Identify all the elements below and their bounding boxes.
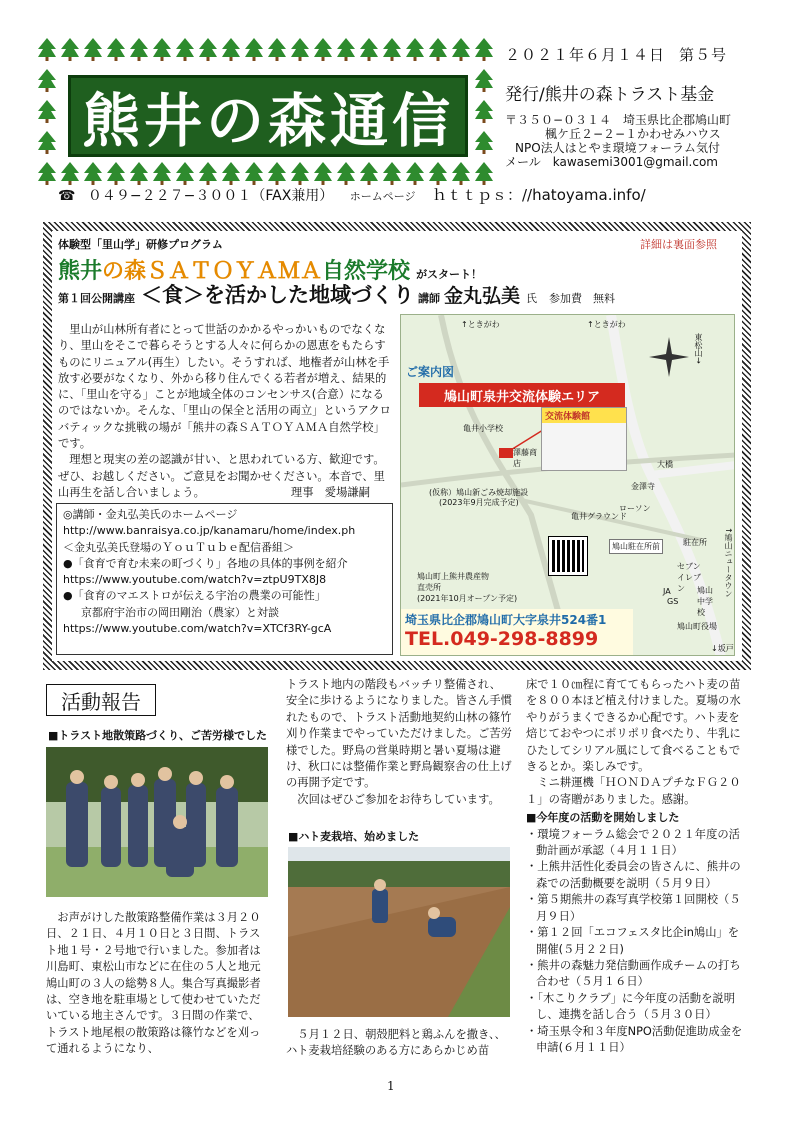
map-label: ↑鳩山ニュータウン [724, 527, 733, 598]
group-photo [46, 747, 268, 897]
video-subtitle: 京都府宇治市の岡田剛治（農家）と対談 [81, 605, 279, 619]
report-text-col2 [286, 677, 512, 808]
qr-code-icon [549, 537, 587, 575]
tree-row-bottom [38, 162, 493, 185]
map-label: 金澤寺 [631, 482, 655, 491]
honorific: 氏 [526, 292, 538, 305]
list-item: ・「木こりクラブ」に今年度の活動を説明し、連携を話し合う（５月３０日） [526, 991, 735, 1022]
list-item: ・第１２回「エコフェスタ比企in鳩山」を開催(５月２２日) [526, 926, 740, 956]
map-heading: ご案内図 [406, 365, 455, 379]
list-item: ・上熊井活性化委員会の皆さんに、熊井の森での活動概要を説明（５月９日） [526, 860, 741, 890]
report-paragraph: トラスト地内の階段もバッチリ整備され、安全に歩けるようになりました。皆さん手慣れたもので、トラスト活動地契約山林の篠竹刈り作業までやっていただけました。ご苦労様でした。野鳥の営巣時期と暑い夏場は避け、秋口には整備作業と野鳥観察舎の仕上げの再開予定です。 [286, 678, 512, 790]
links-heading: ◎講師・金丸弘美氏のホームページ [63, 508, 238, 521]
section-title: ■トラスト地散策路づくり、ご苦労様でした [48, 729, 268, 742]
map-label: GS [667, 597, 679, 606]
school-name-part: の森 [102, 259, 147, 284]
map-label: 鳩山町役場 [677, 622, 717, 631]
map-label: 鳩山駐在所前 [609, 539, 663, 554]
report-text-col1 [46, 910, 268, 1058]
field-photo [288, 847, 510, 1017]
report-text-col2b [286, 1027, 512, 1060]
hall-label: 交流体験館 [542, 408, 626, 423]
map-label: 亀井小学校 [463, 424, 503, 433]
list-item: ・環境フォーラム総会で２０２１年度の活動計画が承認（４月１１日） [526, 827, 740, 858]
participation-fee: 参加費 無料 [549, 292, 616, 305]
section-title: ■ハト麦栽培、始めました [288, 830, 420, 843]
compass-icon [649, 337, 689, 377]
issue-date-line [505, 44, 727, 65]
map-label: JA [663, 587, 671, 596]
address-line: 〒３５０−０３１４ 埼玉県比企郡鳩山町 [505, 113, 732, 127]
school-name-part: ＳＡＴＯＹＡＭＡ [146, 259, 323, 284]
map-label: ↓坂戸 [711, 644, 734, 653]
map-label: 東松山→ [694, 333, 703, 364]
venue-address: 埼玉県比企郡鳩山町大字泉井524番1 [405, 613, 607, 627]
school-name-part: 熊井 [58, 259, 103, 284]
report-paragraph: ５月１２日、朝殻肥料と鶏ふんを撒き、、ハト麦栽培経験のある方にあらかじめ苗 [286, 1028, 506, 1058]
publisher-address [505, 113, 731, 169]
map-label: ↑ときがわ [461, 320, 500, 329]
signature: 理事 愛場謙嗣 [290, 485, 370, 499]
report-text-col3 [526, 677, 750, 1056]
phone-number: ０４９−２２７−３００１（FAX兼用） [87, 188, 334, 204]
program-label: 体験型「里山学」研修プログラム [58, 238, 223, 251]
publisher: 発行/熊井の森トラスト基金 [505, 85, 715, 105]
map-label: 駐在所 [683, 538, 707, 547]
issue-number: 第５号 [679, 46, 728, 64]
map-label: 鳩山中学校 [697, 586, 713, 617]
feature-paragraph: 理想と現実の差の認識が甘い、と思われている方、歓迎です。ぜひ、お越しください。ご意見をお聞かせください。本音で、里山再生を話し合いましょう。 [58, 453, 385, 499]
map-label: ↑ときがわ [587, 320, 626, 329]
section-title: ■今年度の活動を開始しました [526, 811, 680, 825]
list-item: ・熊井の森魅力発信動画作成チームの打ち合わせ（５月１６日） [526, 958, 741, 989]
map-label: セブンイレブン [677, 562, 701, 593]
map-address-panel [401, 609, 633, 656]
report-paragraph: ミニ耕運機「ＨＯＮＤＡプチなＦＧ２０１」の寄贈がありました。感謝。 [526, 776, 741, 806]
activity-list [526, 827, 750, 1057]
phone-icon: ☎ [58, 188, 76, 204]
page-number: 1 [387, 1079, 395, 1093]
homepage-label: ホームページ [349, 190, 416, 203]
area-name: 鳩山町泉井交流体験エリア [419, 383, 625, 407]
tree-col-right [475, 69, 493, 154]
map-label: 鳩山町上熊井農産物直売所 [417, 572, 489, 592]
report-paragraph: 床で１０㎝程に育ててもらったハト麦の苗を８００本ほど植え付けました。夏場の水やりがうまくできるか心配です。ハト麦を焙じておやつにポリポリ食べたり、牛乳にひたしてシリアル風にして食べることもできるとか。楽しみです。 [526, 678, 741, 774]
video-title: ●「食育で育む未来の町づくり」各地の具体的事例を紹介 [63, 556, 348, 570]
lecture-title: ＜食＞を活かした地域づくり [141, 283, 414, 307]
venue-tel: TEL.049-298-8899 [405, 628, 599, 650]
map-label: 澤藤商店 [513, 448, 537, 468]
map-label: 大橋 [657, 460, 673, 469]
contact-line [58, 184, 646, 205]
lecturer-label: 講師 [418, 292, 440, 305]
field-photo-image [288, 847, 510, 1017]
address-line: NPO法人はとやま環境フォーラム気付 [515, 141, 720, 155]
group-photo-image [46, 747, 268, 897]
report-heading: 活動報告 [46, 684, 156, 716]
video-link[interactable]: https://www.youtube.com/watch?v=ztpU9TX8J8 [63, 573, 327, 587]
issue-date: ２０２１年６月１４日 [505, 46, 666, 64]
tree-row-top [38, 38, 493, 61]
masthead-title-box [68, 75, 468, 157]
homepage-url[interactable]: ｈｔｔｐｓ：//hatoyama.info/ [432, 186, 646, 204]
tree-col-left [38, 69, 56, 154]
report-paragraph: 次回はぜひご参加をお待ちしています。 [297, 792, 500, 806]
map-label: (2021年10月オープン予定) [417, 594, 518, 603]
email-line: メール kawasemi3001@gmail.com [505, 155, 718, 169]
lecture-line [58, 279, 615, 309]
youtube-heading: ＜金丸弘美氏登場のＹｏｕＴｕｂｅ配信番組＞ [63, 540, 294, 554]
masthead-title: 熊井の森通信 [81, 87, 454, 155]
lecture-number: 第１回公開講座 [58, 292, 135, 305]
list-item: ・第５期熊井の森写真学校第１回開校（５月９日） [526, 893, 741, 923]
video-title: ●「食育のマエストロが伝える宇治の農業の可能性」 [63, 589, 326, 603]
map-label: ローソン [619, 504, 651, 513]
map-label: (2023年9月完成予定) [439, 498, 519, 507]
details-note: 詳細は裏面参照 [640, 238, 717, 251]
feature-body [58, 322, 392, 501]
access-map [400, 314, 735, 656]
report-paragraph: お声がけした散策路整備作業は３月２０日、２１日、４月１０日と３日間、トラスト地１号・２号地で行いました。参加者は川島町、東松山市などに在住の５人と地元鳩山町の３人の総勢８人。集合写真撮影者は、空き地を駐車場として使わせていただいている地主さんです。３日間の作業で、トラスト地尾根の散策路は篠竹などを刈って通れるようになり、 [46, 911, 261, 1056]
feature-paragraph: 里山が山林所有者にとって世話のかかるやっかいものでなくなり、里山をそこで暮らそうとする人々に何らかの恩恵をもたらすものにリニュアル(再生）したい。そうすれば、地権者が山林を手放す必要がなくなり、外から移り住んでくる若者が増え、結果的に、「里山を守る」ことが地域全体のコンセンサス(合意）になるのではないか。そんな、「里山の保全と活用の両立」というアクロバティックな挑戦の場が「熊井の森ＳＡＴＯＹＡＭＡ自然学校」です。 [58, 323, 391, 451]
address-line: 楓ケ丘２−２−１かわせみハウス [545, 127, 721, 141]
map-label: 亀井グラウンド [571, 512, 627, 521]
links-box [56, 503, 393, 655]
map-label: (仮称）鳩山新ごみ焼却施設 [429, 488, 529, 497]
school-name-part: 自然学校 [322, 259, 411, 284]
starts-label: がスタート！ [416, 268, 483, 281]
hall-photo [541, 407, 627, 471]
homepage-link[interactable]: http://www.banraisya.co.jp/kanamaru/home/index.ph [63, 524, 356, 538]
video-link[interactable]: https://www.youtube.com/watch?v=XTCf3RY-gcA [63, 622, 332, 636]
lecturer-name: 金丸弘美 [444, 285, 521, 307]
list-item: ・埼玉県令和３年度NPO活動促進助成金を申請(６月１１日） [526, 1024, 743, 1054]
